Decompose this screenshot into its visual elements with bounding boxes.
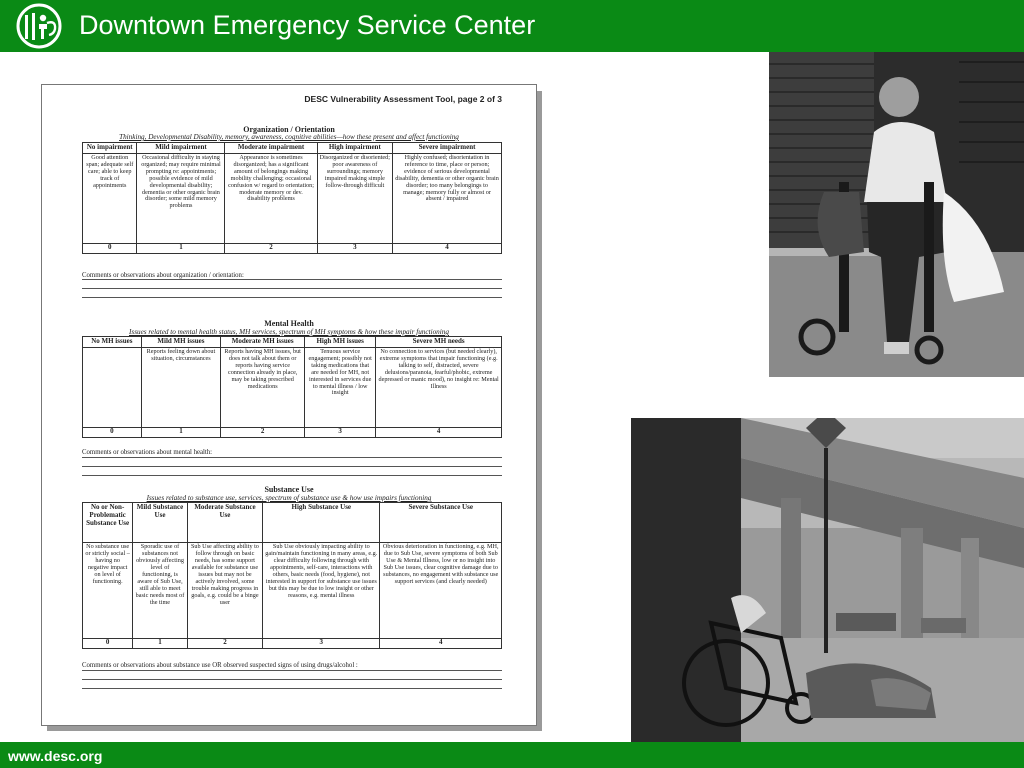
column-header: Moderate Substance Use [187,503,262,543]
document-heading: DESC Vulnerability Assessment Tool, page 2 of 3 [304,94,502,104]
description-cell: Sub Use obviously impacting ability to gain/maintain functioning in many areas, e.g. clear difficulty following through with appointments, self-care, interactions with others, basic needs (food, hygiene), not interested in support for substance use issues but this may be due to low insight or other reasons, e.g. mental illness [263,543,380,639]
comment-label: Comments or observations about substance use OR observed suspected signs of using drugs/alcohol : [82,662,358,669]
description-cell: Reports having MH issues, but does not talk about them or reports having service connection already in place, may be taking prescribed medications [221,347,305,427]
score-cell: 1 [133,639,187,649]
description-cell: Sporadic use of substances not obviously affecting level of functioning, is aware of Sub Use, still able to meet basic needs most of the time [133,543,187,639]
score-cell: 1 [137,243,225,253]
website-url[interactable]: www.desc.org [8,748,103,764]
description-cell [83,347,142,427]
section-title: Organization / Orientation [243,125,335,134]
column-header: No MH issues [83,337,142,348]
column-header: High MH issues [305,337,376,348]
score-cell: 0 [83,427,142,437]
header-bar [0,0,1024,52]
description-cell: Reports feeling down about situation, circumstances [141,347,221,427]
score-cell: 2 [221,427,305,437]
description-cell: Obvious deterioration in functioning, e.g. MH, due to Sub Use, severe symptoms of both Sub Use & Mental Illness, low or no insight into Sub Use issues, clear cognitive damage due to substances, no engagement with substance use support services (and clearly needed) [380,543,502,639]
description-cell: Appearance is sometimes disorganized; has a significant amount of belongings making mobility challenging; occasional confusion w/ regard to orientation; moderate memory or dev. disability problems [225,153,317,243]
score-cell: 0 [83,639,133,649]
score-cell: 0 [83,243,137,253]
comment-line [82,679,502,680]
column-header: Moderate MH issues [221,337,305,348]
section-title: Substance Use [264,485,314,494]
description-cell: Occasional difficulty in staying organized; may require minimal prompting re: appointments; possible evidence of mild developmental disability; dementia or other organic brain disorder; some mild memory problems [137,153,225,243]
description-cell: No substance use or strictly social – having no negative impact on level of functioning. [83,543,133,639]
column-header: Mild Substance Use [133,503,187,543]
score-cell: 4 [380,639,502,649]
column-header: High Substance Use [263,503,380,543]
column-header: High impairment [317,143,392,154]
comment-line [82,688,502,689]
desc-logo-icon [14,3,64,49]
section-subtitle: Issues related to substance use, services, spectrum of substance use & how use impairs functioning [146,494,432,502]
column-header: Mild impairment [137,143,225,154]
organization-table [82,142,502,254]
mental-health-table [82,336,502,438]
score-cell: 2 [187,639,262,649]
column-header: Moderate impairment [225,143,317,154]
comment-line [82,670,502,671]
comment-label: Comments or observations about organization / orientation: [82,272,244,279]
comment-line [82,288,502,289]
description-cell: Highly confused; disorientation in reference to time, place or person; evidence of serious developmental disability, dementia or other organic brain disorder; too many belongings to manage; memory fully or almost or absent / impaired [393,153,502,243]
column-header: Mild MH issues [141,337,221,348]
footer-bar [0,742,1024,768]
score-cell: 1 [141,427,221,437]
column-header: Severe Substance Use [380,503,502,543]
score-cell: 4 [393,243,502,253]
page-title: Downtown Emergency Service Center [79,10,536,40]
comment-line [82,279,502,280]
score-cell: 3 [317,243,392,253]
description-cell: Disorganized or disoriented; poor awareness of surroundings; memory impaired making simple follow-through difficult [317,153,392,243]
description-cell: Tenuous service engagement; possibly not taking medications that are needed for MH, not interested in services due to mental illness / low insight [305,347,376,427]
column-header: Severe impairment [393,143,502,154]
comment-line [82,297,502,298]
section-subtitle: Thinking, Developmental Disability, memory, awareness, cognitive abilities—how these present and affect functioning [119,133,459,141]
section-title: Mental Health [264,319,314,328]
score-cell: 3 [305,427,376,437]
description-cell: Sub Use affecting ability to follow through on basic needs, has some support available for substance use issues but may not be actively involved, some trouble making progress in goals, e.g. could be a binge user [187,543,262,639]
column-header: No or Non-Problematic Substance Use [83,503,133,543]
score-cell: 3 [263,639,380,649]
comment-line [82,475,502,476]
score-cell: 2 [225,243,317,253]
wheelchair-under-overpass-photo [631,418,1024,742]
section-subtitle: Issues related to mental health status, MH services, spectrum of MH symptoms & how these impair functioning [129,328,449,336]
man-with-walker-photo [769,52,1024,377]
comment-line [82,457,502,458]
comment-line [82,466,502,467]
column-header: Severe MH needs [376,337,502,348]
description-cell: No connection to services (but needed clearly), extreme symptoms that impair functioning (e.g. talking to self, distracted, severe delusions/paranoia, fearful/phobic, extreme depressed or manic mood), no insight re: Mental Illness [376,347,502,427]
description-cell: Good attention span; adequate self care; able to keep track of appointments [83,153,137,243]
column-header: No impairment [83,143,137,154]
assessment-document [41,84,537,726]
substance-use-table [82,502,502,649]
comment-label: Comments or observations about mental health: [82,449,213,456]
score-cell: 4 [376,427,502,437]
